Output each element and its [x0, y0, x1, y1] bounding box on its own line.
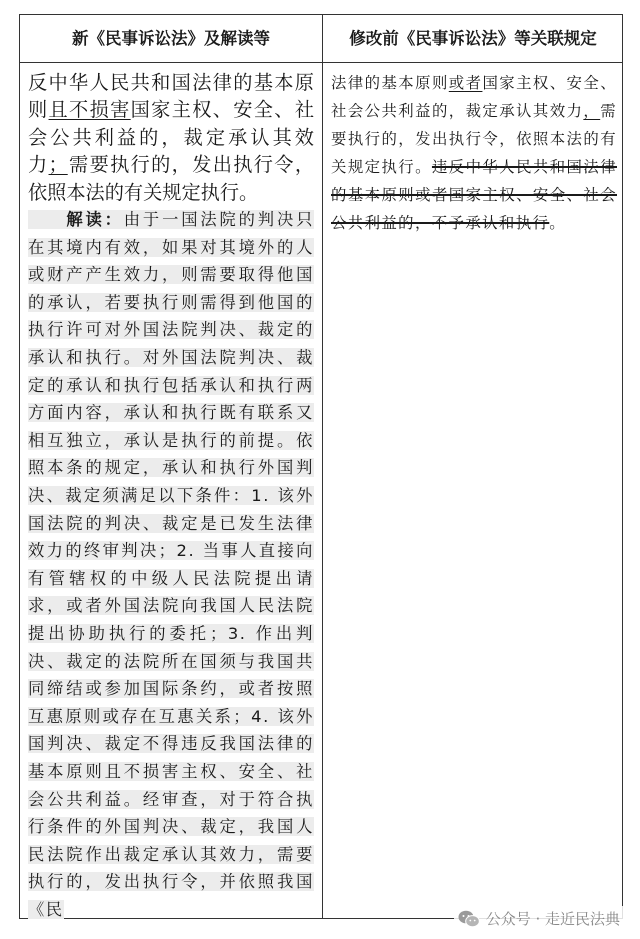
law-text-segment: 需要执行的，发出执行令，依照本法的有关规定执行。: [28, 153, 315, 204]
header-new-law: 新《民事诉讼法》及解读等: [72, 29, 270, 48]
old-law-segment: 法律的基本原则: [331, 74, 449, 92]
header-divider: [20, 62, 622, 63]
old-law-changed-text: 或者: [448, 74, 483, 92]
old-law-end-punct: 。: [549, 214, 567, 232]
watermark-text: 公众号 · 走近民法典: [485, 910, 620, 928]
watermark: [454, 906, 624, 931]
law-added-punct: ；: [48, 153, 68, 177]
new-law-column: [28, 69, 314, 923]
interpretation-label: 解读：: [66, 210, 124, 230]
old-law-segment: 需要执行的，发出执行令，依照本法的有关规定执行。: [331, 102, 617, 176]
old-law-changed-punct: ，: [583, 102, 601, 120]
new-law-text: [28, 69, 314, 206]
old-law-column: [331, 69, 617, 237]
old-law-segment: 国家主权、安全、社会公共利益的，裁定承认其效力: [331, 74, 617, 120]
interpretation-paragraph: [28, 206, 314, 923]
wechat-icon: [458, 910, 480, 928]
interpretation-text: 由于一国法院的判决只在其境内有效，如果对其境外的人或财产产生效力，则需要取得他国的承认，若要执行则需得到他国的执行许可对外国法院判决、裁定的承认和执行。对外国法院判决、裁定的承认和执行包括承认和执行两方面内容，承认和执行既有联系又相互独立，承认是执行的前提。依照本条的规定，承认和执行外国判决、裁定须满足以下条件：1. 该外国法院的判决、裁定是已发生法律效力的终审判决；2. 当事人直接向有管辖权的中级人民法院提出请求，或者外国法院向我国人民法院提出协助执行的委托；3. 作出判决、裁定的法院所在国须与我国共同缔结或参加国际条约，或者按照互惠原则或存在互惠关系；4. 该外国判决、裁定不得违反我国法律的基本原则且不损害主权、安全、社会公共利益。经审查，对于符合执行条件的外国判决、裁定，我国人民法院作出裁定承认其效力，需要执行的，发出执行令，并依照我国《民: [28, 210, 314, 919]
column-divider: [322, 15, 323, 918]
law-text-segment: 反中华人民共和国法律的基本原则: [28, 71, 314, 122]
comparison-table: [19, 14, 623, 919]
law-text-segment: 国家主权、安全、社会公共利益的，裁定承认其效力: [28, 98, 315, 177]
old-law-text: [331, 69, 617, 237]
old-law-deleted-text: 违反中华人民共和国法律的基本原则或者国家主权、安全、社会公共利益的，不予承认和执行: [331, 158, 617, 232]
law-added-text: 且不损害: [48, 98, 131, 122]
header-old-law: 修改前《民事诉讼法》等关联规定: [349, 29, 597, 48]
